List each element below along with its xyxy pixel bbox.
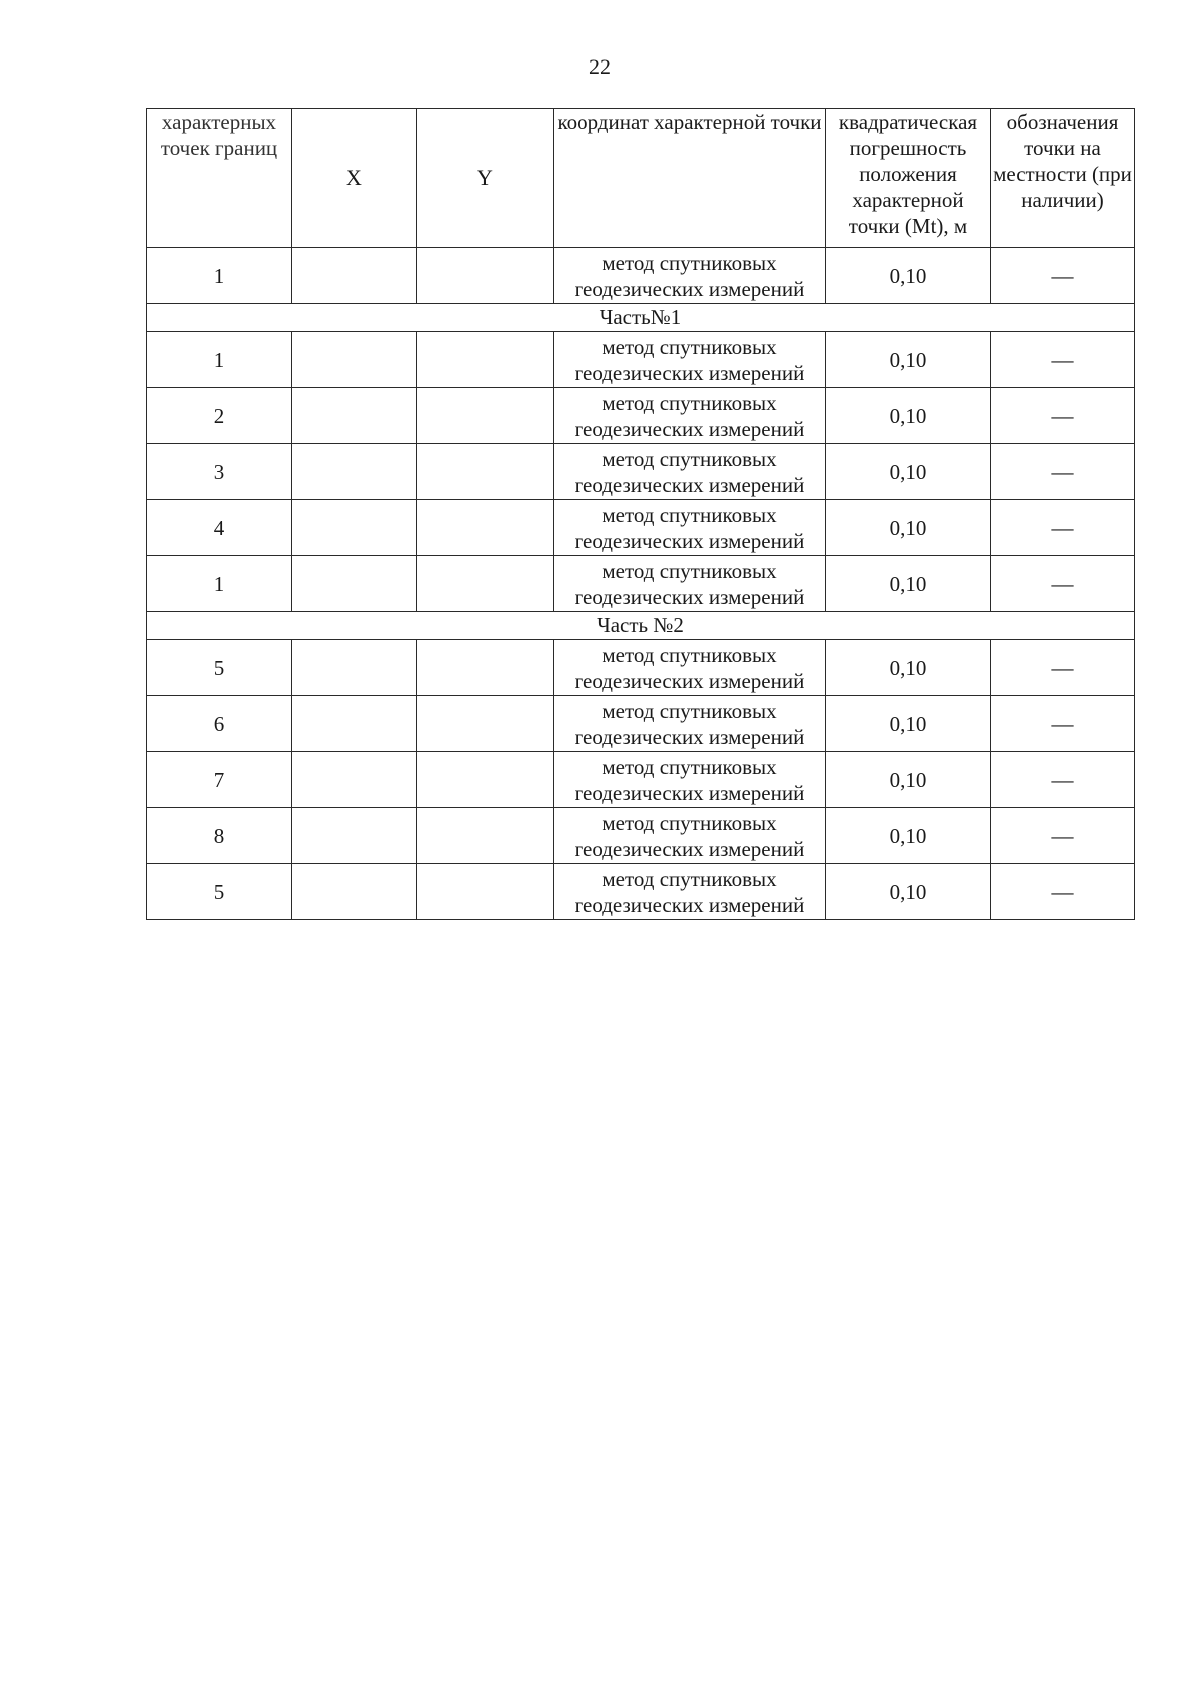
section-row xyxy=(147,304,1135,332)
x-coordinate-cell xyxy=(292,556,417,612)
error-cell: 0,10 xyxy=(826,332,991,388)
point-number-cell: 1 xyxy=(147,248,292,304)
table-header-row xyxy=(147,109,1135,248)
y-coordinate-cell xyxy=(417,556,554,612)
marker-cell: — xyxy=(991,248,1135,304)
header-error-cell: квадратическая погрешность положения характерной точки (Mt), м xyxy=(826,109,991,248)
marker-cell: — xyxy=(991,332,1135,388)
x-coordinate-cell xyxy=(292,388,417,444)
point-number-cell: 8 xyxy=(147,808,292,864)
error-cell: 0,10 xyxy=(826,388,991,444)
method-cell: метод спутниковых геодезических измерений xyxy=(554,332,826,388)
table-row xyxy=(147,556,1135,612)
point-number-cell: 1 xyxy=(147,332,292,388)
error-cell: 0,10 xyxy=(826,752,991,808)
method-cell: метод спутниковых геодезических измерений xyxy=(554,752,826,808)
coordinates-table xyxy=(146,108,1135,920)
y-coordinate-cell xyxy=(417,864,554,920)
table-row xyxy=(147,808,1135,864)
error-cell: 0,10 xyxy=(826,640,991,696)
header-method-cell: координат характерной точки xyxy=(554,109,826,248)
y-coordinate-cell xyxy=(417,696,554,752)
point-number-cell: 4 xyxy=(147,500,292,556)
header-marker-cell: обозначения точки на местности (при наличии) xyxy=(991,109,1135,248)
x-coordinate-cell xyxy=(292,696,417,752)
error-cell: 0,10 xyxy=(826,864,991,920)
marker-cell: — xyxy=(991,864,1135,920)
method-cell: метод спутниковых геодезических измерений xyxy=(554,640,826,696)
method-cell: метод спутниковых геодезических измерений xyxy=(554,864,826,920)
method-cell: метод спутниковых геодезических измерений xyxy=(554,696,826,752)
y-coordinate-cell xyxy=(417,808,554,864)
point-number-cell: 5 xyxy=(147,864,292,920)
table-row xyxy=(147,444,1135,500)
table-row xyxy=(147,388,1135,444)
point-number-cell: 6 xyxy=(147,696,292,752)
x-coordinate-cell xyxy=(292,248,417,304)
point-number-cell: 2 xyxy=(147,388,292,444)
table-row xyxy=(147,248,1135,304)
error-cell: 0,10 xyxy=(826,444,991,500)
table-row xyxy=(147,864,1135,920)
x-coordinate-cell xyxy=(292,500,417,556)
x-coordinate-cell xyxy=(292,864,417,920)
method-cell: метод спутниковых геодезических измерений xyxy=(554,500,826,556)
section-row xyxy=(147,612,1135,640)
error-cell: 0,10 xyxy=(826,556,991,612)
x-coordinate-cell xyxy=(292,752,417,808)
page-number: 22 xyxy=(589,54,611,79)
table-row xyxy=(147,500,1135,556)
table-row xyxy=(147,752,1135,808)
x-coordinate-cell xyxy=(292,332,417,388)
error-cell: 0,10 xyxy=(826,248,991,304)
point-number-cell: 5 xyxy=(147,640,292,696)
marker-cell: — xyxy=(991,808,1135,864)
method-cell: метод спутниковых геодезических измерений xyxy=(554,444,826,500)
marker-cell: — xyxy=(991,696,1135,752)
method-cell: метод спутниковых геодезических измерений xyxy=(554,556,826,612)
marker-cell: — xyxy=(991,752,1135,808)
y-coordinate-cell xyxy=(417,248,554,304)
marker-cell: — xyxy=(991,444,1135,500)
point-number-cell: 1 xyxy=(147,556,292,612)
x-coordinate-cell xyxy=(292,808,417,864)
error-cell: 0,10 xyxy=(826,696,991,752)
y-coordinate-cell xyxy=(417,444,554,500)
header-points-cell: характерных точек границ xyxy=(147,109,292,248)
method-cell: метод спутниковых геодезических измерений xyxy=(554,388,826,444)
x-coordinate-cell xyxy=(292,444,417,500)
marker-cell: — xyxy=(991,388,1135,444)
method-cell: метод спутниковых геодезических измерений xyxy=(554,248,826,304)
y-coordinate-cell xyxy=(417,640,554,696)
x-coordinate-cell xyxy=(292,640,417,696)
marker-cell: — xyxy=(991,500,1135,556)
header-y-cell: Y xyxy=(417,109,554,248)
error-cell: 0,10 xyxy=(826,500,991,556)
method-cell: метод спутниковых геодезических измерений xyxy=(554,808,826,864)
table-row xyxy=(147,640,1135,696)
error-cell: 0,10 xyxy=(826,808,991,864)
y-coordinate-cell xyxy=(417,752,554,808)
y-coordinate-cell xyxy=(417,500,554,556)
y-coordinate-cell xyxy=(417,332,554,388)
point-number-cell: 3 xyxy=(147,444,292,500)
header-x-cell: X xyxy=(292,109,417,248)
section-title: Часть №2 xyxy=(147,612,1135,640)
y-coordinate-cell xyxy=(417,388,554,444)
table-row xyxy=(147,696,1135,752)
marker-cell: — xyxy=(991,556,1135,612)
marker-cell: — xyxy=(991,640,1135,696)
point-number-cell: 7 xyxy=(147,752,292,808)
table-row xyxy=(147,332,1135,388)
section-title: Часть№1 xyxy=(147,304,1135,332)
